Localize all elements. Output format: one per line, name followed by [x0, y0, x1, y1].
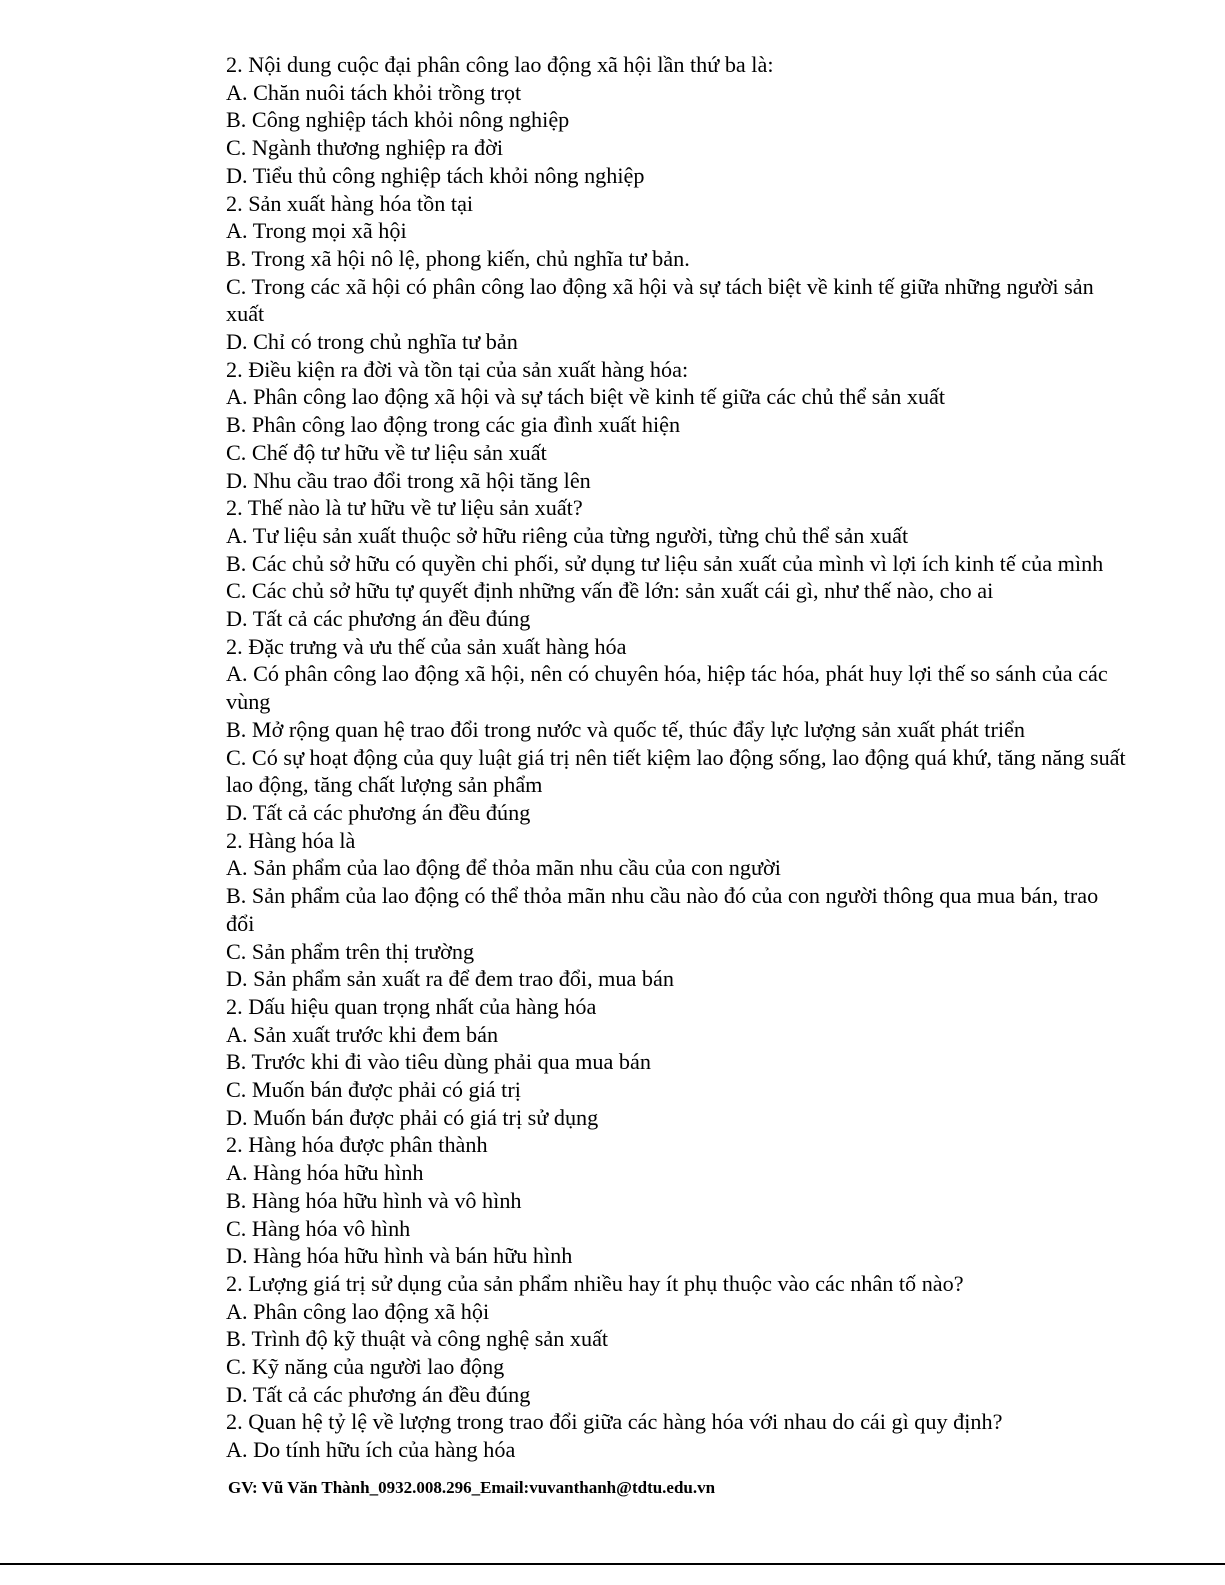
text-line: 2. Đặc trưng và ưu thế của sản xuất hàng hóa: [226, 633, 627, 659]
text-line: 2. Hàng hóa được phân thành: [226, 1132, 488, 1158]
text-line: C. Ngành thương nghiệp ra đời: [226, 135, 504, 161]
text-line: 2. Điều kiện ra đời và tồn tại của sản xuất hàng hóa:: [226, 356, 689, 382]
text-line: B. Mở rộng quan hệ trao đổi trong nước và quốc tế, thúc đẩy lực lượng sản xuất phát triển: [226, 716, 1025, 742]
text-line: A. Trong mọi xã hội: [226, 218, 407, 244]
text-line: C. Trong các xã hội có phân công lao động xã hội và sự tách biệt về kinh tế giữa những người sản xuất: [226, 273, 1094, 327]
text-line: 2. Thế nào là tư hữu về tư liệu sản xuất?: [226, 495, 583, 521]
text-line: A. Phân công lao động xã hội: [226, 1298, 490, 1324]
text-line: 2. Quan hệ tỷ lệ về lượng trong trao đổi giữa các hàng hóa với nhau do cái gì quy định?: [226, 1409, 1003, 1435]
text-line: B. Trong xã hội nô lệ, phong kiến, chủ nghĩa tư bản.: [226, 245, 690, 271]
text-line: A. Do tính hữu ích của hàng hóa: [226, 1437, 516, 1463]
text-line: B. Trước khi đi vào tiêu dùng phải qua mua bán: [226, 1049, 651, 1075]
text-line: 2. Sản xuất hàng hóa tồn tại: [226, 190, 474, 216]
text-line: 2. Hàng hóa là: [226, 827, 356, 853]
text-line: B. Công nghiệp tách khỏi nông nghiệp: [226, 107, 570, 133]
text-line: C. Các chủ sở hữu tự quyết định những vấn đề lớn: sản xuất cái gì, như thế nào, cho ai: [226, 578, 994, 604]
page-footer: GV: Vũ Văn Thành_0932.008.296_Email:vuvanthanh@tdtu.edu.vn: [228, 1478, 716, 1497]
text-line: D. Chỉ có trong chủ nghĩa tư bản: [226, 329, 518, 355]
text-line: B. Sản phẩm của lao động có thể thỏa mãn nhu cầu nào đó của con người thông qua mua bán, trao đổi: [226, 883, 1099, 936]
page-bottom-rule: [0, 1563, 1225, 1565]
text-line: C. Sản phẩm trên thị trường: [226, 938, 475, 964]
text-line: A. Phân công lao động xã hội và sự tách biệt về kinh tế giữa các chủ thể sản xuất: [226, 384, 946, 410]
text-line: D. Sản phẩm sản xuất ra để đem trao đổi, mua bán: [226, 966, 674, 992]
text-line: D. Muốn bán được phải có giá trị sử dụng: [226, 1104, 599, 1130]
text-line: B. Phân công lao động trong các gia đình xuất hiện: [226, 412, 681, 438]
text-line: A. Sản xuất trước khi đem bán: [226, 1021, 499, 1047]
text-line: 2. Dấu hiệu quan trọng nhất của hàng hóa: [226, 993, 597, 1019]
text-line: D. Tất cả các phương án đều đúng: [226, 606, 531, 632]
text-line: 2. Nội dung cuộc đại phân công lao động xã hội lần thứ ba là:: [226, 52, 774, 77]
text-line: B. Trình độ kỹ thuật và công nghệ sản xuất: [226, 1326, 609, 1352]
text-line: A. Sản phẩm của lao động để thỏa mãn nhu cầu của con người: [226, 855, 781, 881]
text-line: A. Hàng hóa hữu hình: [226, 1160, 424, 1186]
text-line: B. Hàng hóa hữu hình và vô hình: [226, 1187, 522, 1213]
text-line: C. Hàng hóa vô hình: [226, 1215, 411, 1241]
text-line: C. Chế độ tư hữu về tư liệu sản xuất: [226, 439, 547, 465]
text-line: D. Tiểu thủ công nghiệp tách khỏi nông nghiệp: [226, 162, 645, 188]
text-line: D. Tất cả các phương án đều đúng: [226, 1381, 531, 1407]
text-line: C. Muốn bán được phải có giá trị: [226, 1077, 521, 1103]
text-line: D. Hàng hóa hữu hình và bán hữu hình: [226, 1243, 573, 1269]
text-line: A. Chăn nuôi tách khỏi trồng trọt: [226, 79, 522, 105]
text-line: D. Tất cả các phương án đều đúng: [226, 799, 531, 825]
question-list: [226, 51, 1126, 1464]
text-line: A. Tư liệu sản xuất thuộc sở hữu riêng của từng người, từng chủ thể sản xuất: [226, 522, 909, 548]
text-line: A. Có phân công lao động xã hội, nên có chuyên hóa, hiệp tác hóa, phát huy lợi thế so sánh của các vùng: [226, 661, 1108, 715]
text-line: C. Kỹ năng của người lao động: [226, 1354, 505, 1380]
text-line: C. Có sự hoạt động của quy luật giá trị nên tiết kiệm lao động sống, lao động quá khứ, tăng năng suất lao động, tăng chất lượng sản phẩm: [226, 744, 1126, 798]
text-line: D. Nhu cầu trao đổi trong xã hội tăng lên: [226, 467, 591, 493]
text-line: B. Các chủ sở hữu có quyền chi phối, sử dụng tư liệu sản xuất của mình vì lợi ích kinh tế của mình: [226, 550, 1104, 576]
text-line: 2. Lượng giá trị sử dụng của sản phẩm nhiều hay ít phụ thuộc vào các nhân tố nào?: [226, 1270, 964, 1296]
